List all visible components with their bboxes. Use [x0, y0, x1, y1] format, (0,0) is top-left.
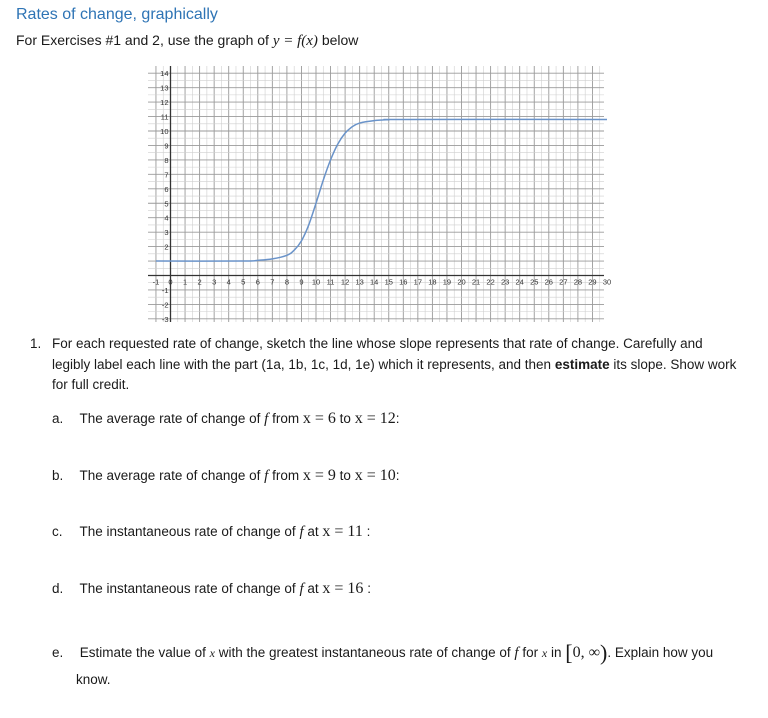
x-tick-label: 11 — [326, 277, 335, 287]
part-end: : — [367, 581, 371, 596]
part-xval: x = 11 — [322, 523, 363, 540]
part-letter: a. — [52, 411, 64, 426]
part-text: The instantaneous rate of change of — [79, 581, 296, 596]
x-tick-label: 18 — [428, 277, 437, 287]
part-e-text5: . Explain how you — [607, 645, 714, 660]
part-letter: d. — [52, 581, 64, 596]
y-tick-label: -3 — [161, 314, 169, 324]
x-tick-label: 6 — [255, 277, 260, 287]
x-tick-label: 30 — [602, 277, 612, 287]
part-end: : — [366, 524, 371, 539]
part-e-f: f — [514, 645, 519, 661]
y-tick-label: 3 — [164, 228, 169, 238]
part-e-text3: for — [522, 645, 539, 660]
part-e-text6: know. — [76, 672, 111, 687]
x-tick-label: 17 — [413, 277, 423, 287]
x-tick-label: 26 — [544, 277, 553, 287]
part-to: to — [339, 468, 351, 483]
x-tick-label: 7 — [270, 277, 275, 287]
x-tick-label: 8 — [284, 277, 289, 287]
part-f: f — [264, 411, 269, 427]
part-f: f — [299, 524, 304, 540]
part-at: at — [307, 524, 319, 539]
part-letter: c. — [52, 524, 63, 539]
part-x2: x = 10 — [354, 467, 396, 484]
x-tick-label: -1 — [152, 277, 160, 287]
y-tick-label: 11 — [160, 112, 169, 122]
x-tick-label: 28 — [573, 277, 583, 287]
intro-formula: y = f(x) — [272, 33, 318, 49]
x-tick-label: 22 — [486, 277, 495, 287]
x-tick-label: 12 — [340, 277, 350, 287]
page-title: Rates of change, graphically — [16, 6, 218, 23]
y-tick-label: 12 — [160, 98, 169, 108]
x-tick-label: 15 — [384, 277, 393, 287]
part-text: The average rate of change of — [79, 411, 261, 426]
question-text-after: its slope. Show work for full credit. — [52, 356, 737, 392]
x-tick-label: 2 — [197, 277, 202, 287]
y-tick-label: 8 — [164, 155, 169, 165]
part-end: : — [395, 411, 400, 426]
interval-open: [ — [565, 640, 573, 665]
x-tick-label: 0 — [168, 277, 173, 287]
x-tick-label: 24 — [515, 277, 524, 287]
part-e-x2: x — [541, 646, 548, 660]
x-tick-label: 20 — [457, 277, 466, 287]
part-from: from — [272, 468, 300, 483]
part-to: to — [339, 411, 351, 426]
y-tick-label: -1 — [161, 285, 169, 295]
part-b — [52, 467, 399, 485]
x-tick-label: 25 — [530, 277, 539, 287]
x-tick-label: 19 — [442, 277, 452, 287]
y-tick-label: 7 — [164, 170, 169, 180]
part-letter: b. — [52, 468, 64, 483]
part-e-text2: with the greatest instantaneous rate of change of — [218, 645, 511, 660]
x-tick-label: 5 — [241, 277, 246, 287]
interval-close: ) — [600, 640, 608, 665]
part-d — [52, 580, 371, 598]
part-from: from — [272, 411, 300, 426]
part-xval: x = 16 — [322, 580, 364, 597]
x-tick-label: 1 — [182, 277, 188, 287]
interval-values: 0, ∞ — [572, 644, 600, 661]
question-text-before: For each requested rate of change, sketch the line whose slope represents that rate of change. Carefully and legibly label each line with the part (1a, 1b, 1c, 1d, 1e) which it represents, and then — [52, 336, 703, 372]
y-tick-label: -2 — [161, 300, 169, 310]
y-tick-label: 9 — [164, 141, 169, 151]
x-tick-label: 14 — [370, 277, 379, 287]
x-tick-label: 21 — [471, 277, 481, 287]
part-e-x: x — [209, 646, 215, 660]
part-a — [52, 410, 399, 428]
intro-text: For Exercises #1 and 2, use the graph of — [16, 32, 269, 48]
x-tick-label: 9 — [299, 277, 304, 287]
part-at: at — [307, 581, 319, 596]
y-tick-label: 13 — [160, 83, 169, 93]
function-graph — [0, 0, 768, 330]
part-e — [52, 640, 752, 687]
question-text — [52, 334, 740, 396]
y-tick-label: 5 — [164, 199, 169, 209]
x-tick-label: 29 — [588, 277, 597, 287]
part-f: f — [264, 468, 269, 484]
x-tick-label: 3 — [212, 277, 217, 287]
part-c — [52, 523, 370, 541]
question-bold-word: estimate — [554, 356, 610, 372]
y-tick-label: 2 — [164, 242, 169, 252]
x-tick-label: 23 — [500, 277, 510, 287]
part-e-text1: Estimate the value of — [79, 645, 206, 660]
x-tick-label: 16 — [399, 277, 408, 287]
y-tick-label: 6 — [164, 184, 169, 194]
x-tick-label: 27 — [559, 277, 568, 287]
y-tick-label: 4 — [164, 213, 169, 223]
x-tick-label: 10 — [311, 277, 321, 287]
question-number: 1. — [30, 336, 42, 351]
part-e-text4: in — [550, 645, 562, 660]
y-tick-label: 14 — [160, 69, 169, 79]
intro-suffix: below — [321, 32, 359, 48]
part-x1: x = 6 — [302, 410, 336, 427]
part-f: f — [299, 581, 304, 597]
y-tick-label: 10 — [160, 127, 169, 136]
x-tick-label: 4 — [226, 277, 231, 287]
part-letter: e. — [52, 645, 64, 660]
part-end: : — [395, 468, 400, 483]
part-x2: x = 12 — [354, 410, 396, 427]
part-text: The average rate of change of — [79, 468, 261, 483]
part-text: The instantaneous rate of change of — [79, 524, 296, 539]
question-1 — [30, 334, 740, 396]
part-x1: x = 9 — [302, 467, 336, 484]
x-tick-label: 13 — [355, 277, 364, 287]
